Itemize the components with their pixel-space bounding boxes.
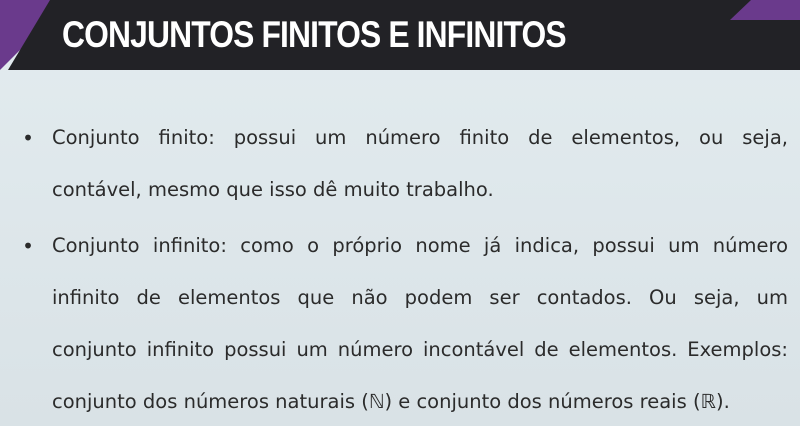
text-line: contável, mesmo que isso dê muito trabalho. bbox=[52, 178, 494, 201]
bullet-dot-icon: • bbox=[22, 234, 34, 258]
bullet-item-infinite bbox=[18, 220, 788, 426]
text-line: infinito de elementos que não podem ser contados. Ou seja, um bbox=[52, 286, 788, 309]
text-line: Conjunto finito: possui um número finito de elementos, ou seja, bbox=[52, 126, 788, 149]
bullet-dot-icon: • bbox=[22, 126, 34, 150]
slide-content bbox=[18, 112, 788, 426]
text-line: conjunto dos números naturais (ℕ) e conjunto dos números reais (ℝ). bbox=[52, 390, 730, 413]
slide-title: CONJUNTOS FINITOS E INFINITOS bbox=[62, 14, 566, 55]
bullet-item-finite bbox=[18, 112, 788, 216]
text-line: Conjunto infinito: como o próprio nome já indica, possui um número bbox=[52, 234, 788, 257]
text-line: conjunto infinito possui um número incontável de elementos. Exemplos: bbox=[52, 338, 788, 361]
